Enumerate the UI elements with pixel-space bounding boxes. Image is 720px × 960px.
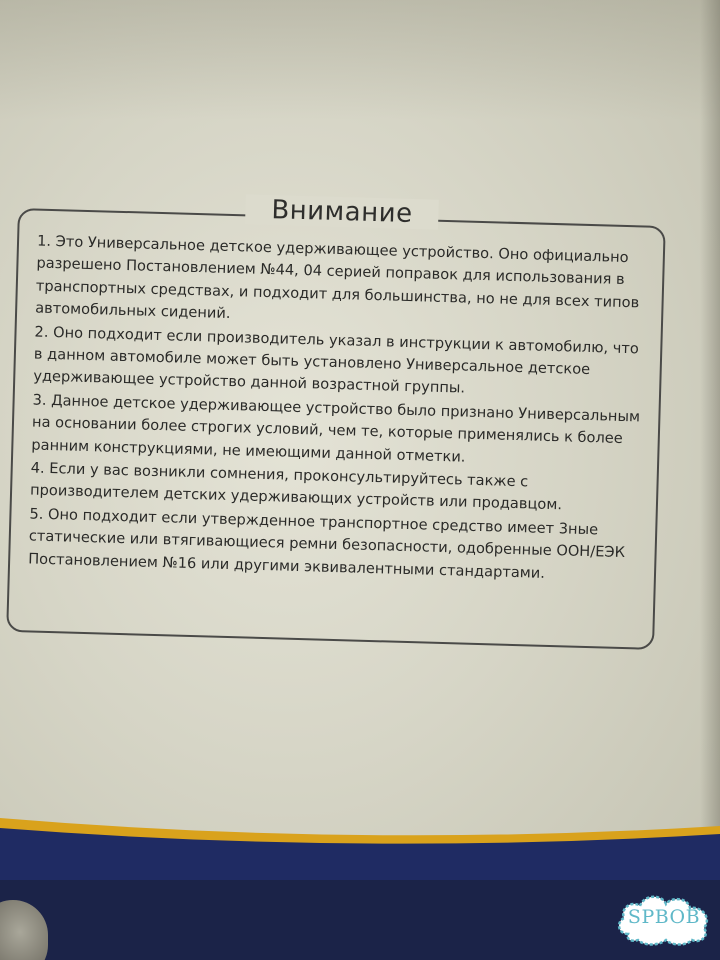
attention-item-4: 4. Если у вас возникли сомнения, проконсультируйтесь также с производителем детских удерживающих устройств или продавцом. — [29, 459, 563, 514]
attention-list — [28, 231, 651, 589]
attention-item-1: 1. Это Универсальное детское удерживающее устройство. Оно официально разрешено Постановлением №44, 04 серией поправок для использования в транспортных средствах, и подходит для большинства, но не для всех типов автомобильных сидений. — [34, 232, 640, 323]
attention-box — [6, 195, 666, 650]
dark-background — [0, 880, 720, 960]
attention-title: Внимание — [245, 194, 439, 229]
attention-item-5: 5. Оно подходит если утвержденное транспортное средство имеет 3ные статические или втягивающиеся ремни безопасности, одобренные ООН/ЕЭК Постановлением №16 или другими эквивалентными стандартами. — [27, 505, 626, 582]
watermark-text: SPBOB — [627, 906, 701, 928]
attention-item-3: 3. Данное детское удерживающее устройство было признано Универсальным на основании более строгих условий, чем те, которые применялись к более ранним конструкциями, не имеющими данной отметки. — [31, 391, 641, 466]
paper-shadow — [0, 0, 720, 120]
attention-item-2: 2. Оно подходит если производитель указал в инструкции к автомобилю, что в данном автомобиле может быть установлено Универсальное детское удерживающее устройство данной возрастной группы. — [33, 323, 640, 397]
spbob-watermark — [614, 888, 714, 948]
